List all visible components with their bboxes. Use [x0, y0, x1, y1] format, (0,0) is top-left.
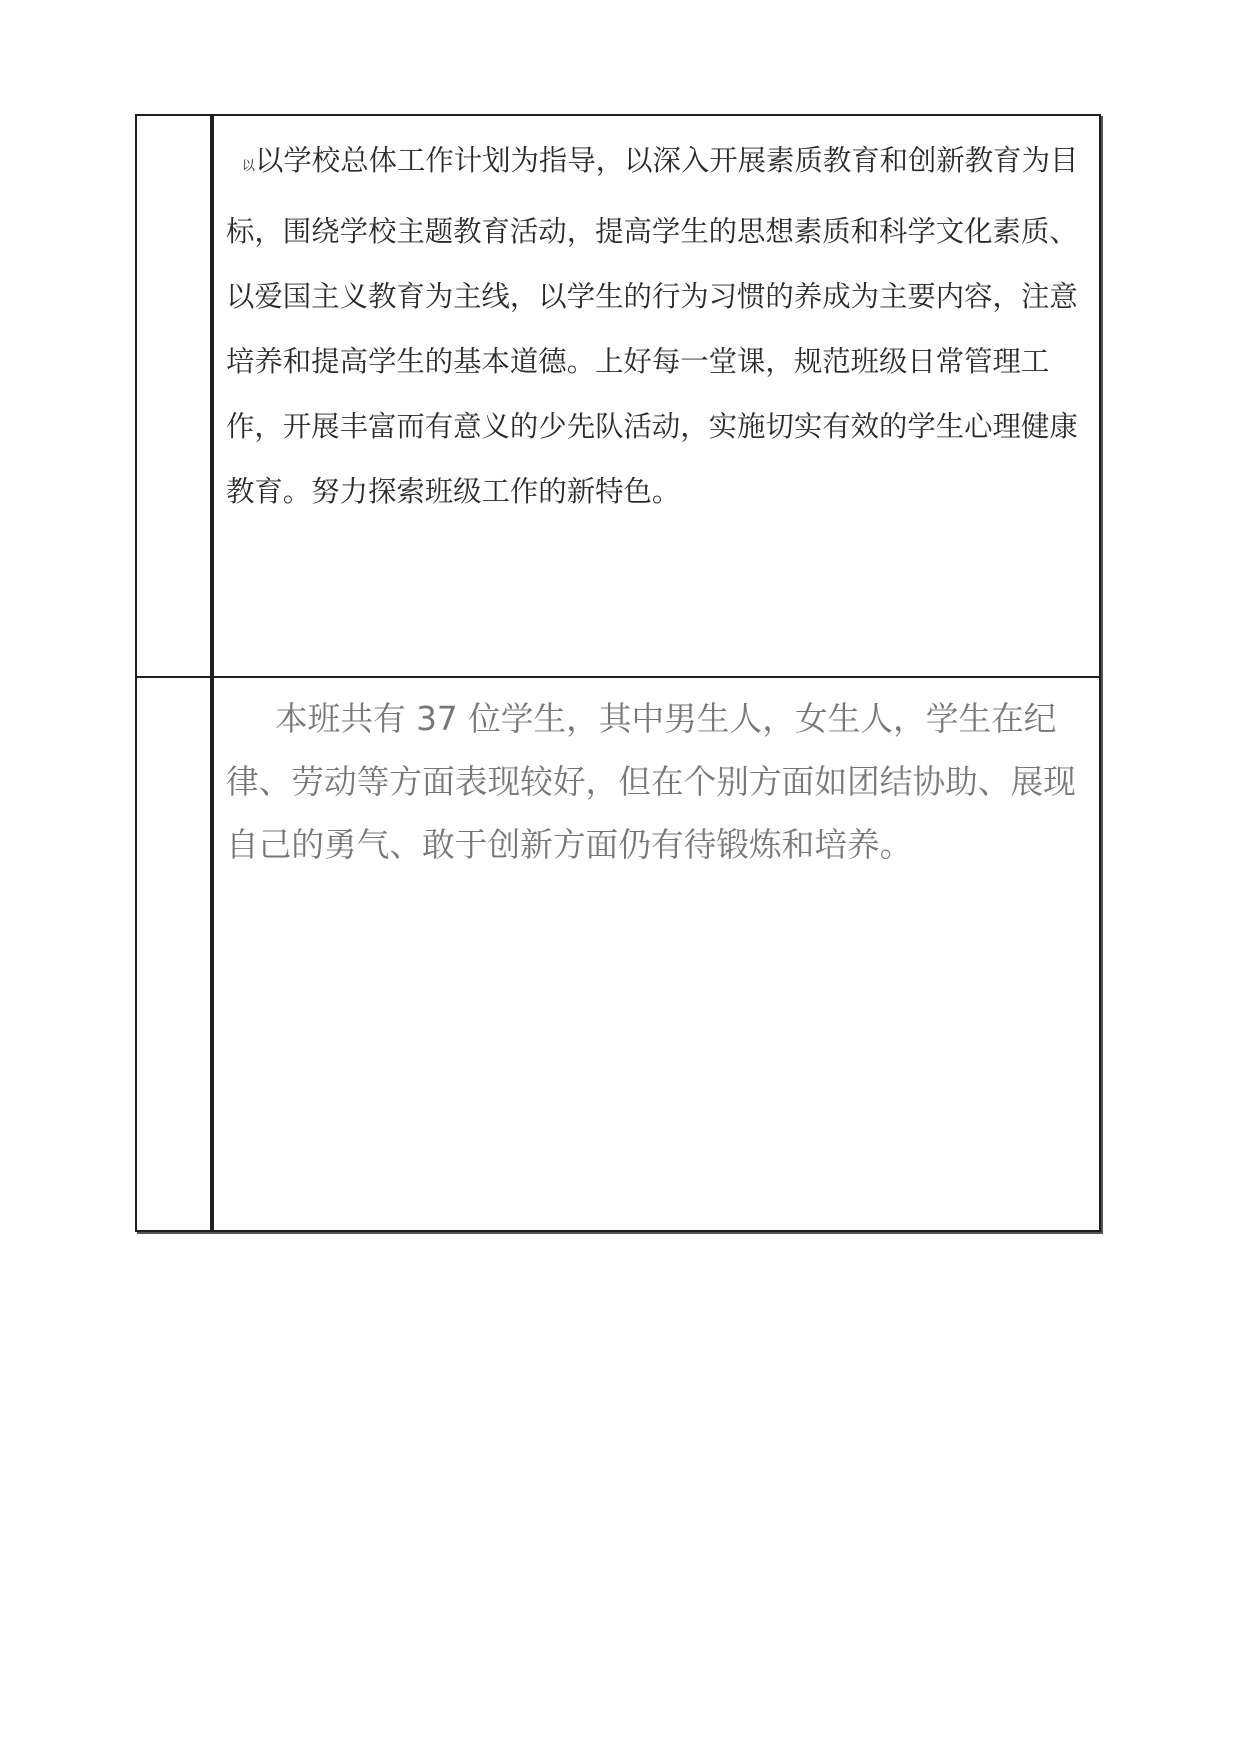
- lead-mark: 以: [242, 159, 256, 174]
- class-situation-paragraph: 本班共有 37 位学生，其中男生人，女生人，学生在纪律、劳动等方面表现较好，但在个别方面如团结协助、展现自己的勇气、敢于创新方面仍有待锻炼和培养。: [226, 700, 1076, 864]
- content-cell: [214, 678, 1099, 1230]
- content-cell: [214, 116, 1099, 676]
- row-label-cell: [137, 116, 210, 676]
- table-row-class-situation: [137, 678, 1099, 1230]
- table-row-work-goals: [137, 116, 1099, 678]
- work-goals-text: 以学校总体工作计划为指导，以深入开展素质教育和创新教育为目标，围绕学校主题教育活动，提高学生的思想素质和科学文化素质、以爱国主义教育为主线，以学生的行为习惯的养成为主要内容，注意培养和提高学生的基本道德。上好每一堂课，规范班级日常管理工作，开展丰富而有意义的少先队活动，实施切实有效的学生心理健康教育。努力探索班级工作的新特色。: [226, 144, 1079, 508]
- plan-table: [135, 114, 1101, 1232]
- row-label-cell: [137, 678, 210, 1230]
- work-goals-paragraph: [214, 128, 1090, 524]
